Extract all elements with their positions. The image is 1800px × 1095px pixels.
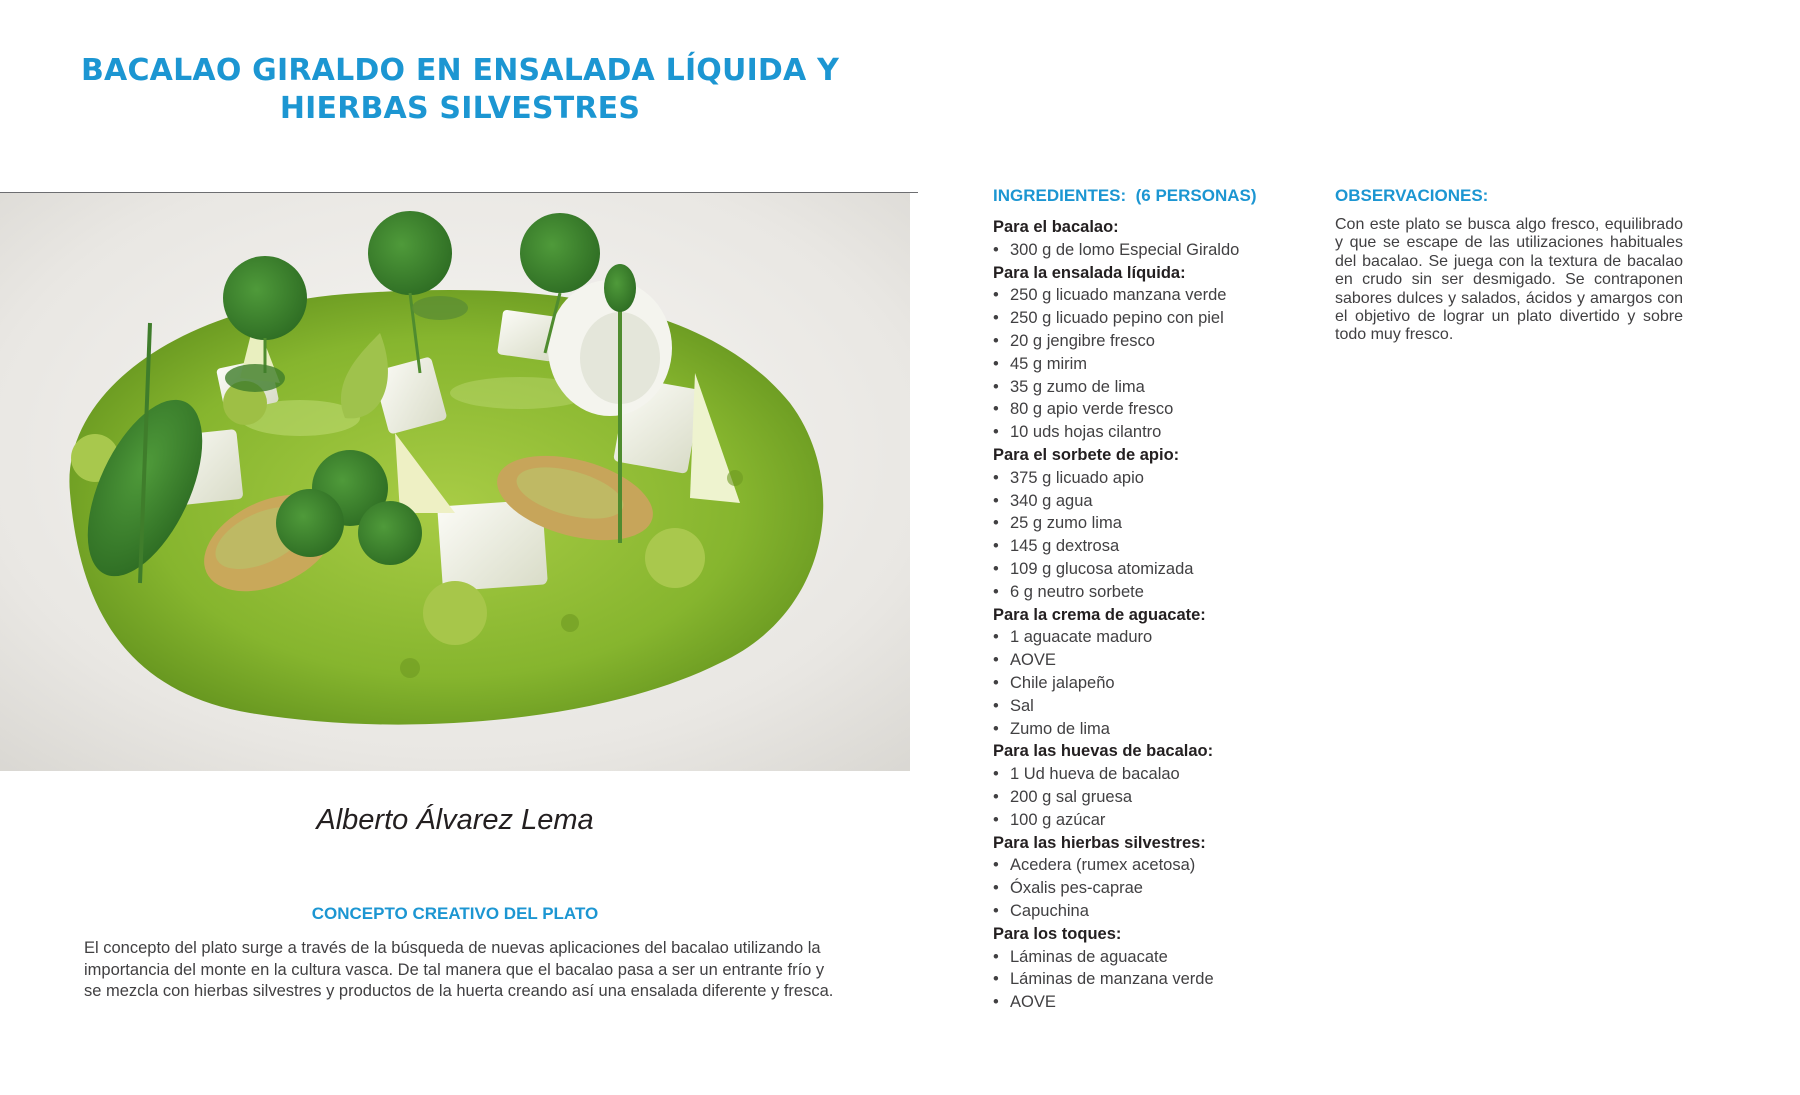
ingredients-list [993,216,1333,1014]
ingredient-item [993,809,1333,832]
ingredient-item [993,786,1333,809]
ingredient-item [993,695,1333,718]
ingredient-text: Chile jalapeño [1010,673,1115,692]
bullet-icon: • [993,901,999,920]
bullet-icon: • [993,970,999,989]
bullet-icon: • [993,696,999,715]
ingredient-text: 250 g licuado pepino con piel [1010,309,1224,328]
ingredient-text: 25 g zumo lima [1010,514,1122,533]
bullet-icon: • [993,582,999,601]
recipe-title-line-2: HIERBAS SILVESTRES [279,91,641,126]
bullet-icon: • [993,856,999,875]
bullet-icon: • [993,309,999,328]
ingredient-text: 340 g agua [1010,491,1093,510]
ingredient-text: 1 aguacate maduro [1010,628,1153,647]
ingredient-text: 145 g dextrosa [1010,537,1120,556]
concept-heading: CONCEPTO CREATIVO DEL PLATO [311,904,599,923]
ingredient-item [993,946,1333,969]
ingredient-text: 45 g mirim [1010,354,1088,373]
ingredient-item [993,307,1333,330]
observations-text: Con este plato se busca algo fresco, equilibrado y que se escape de las utilizaciones habituales del bacalao. Se juega con la textura de bacalao en crudo sin ser desmigado. Se contraponen sabores dulces y salados, ácidos y amargos con el objetivo de lograr un plato divertido y sobre todo muy fresco. [1335,216,1683,344]
ingredient-item [993,672,1333,695]
bullet-icon: • [993,514,999,533]
ingredient-text: 300 g de lomo Especial Giraldo [1010,240,1240,259]
bullet-icon: • [993,787,999,806]
ingredient-section-title: Para la ensalada líquida: [993,263,1186,282]
ingredient-text: AOVE [1010,651,1056,670]
ingredient-item [993,421,1333,444]
bullet-icon: • [993,651,999,670]
ingredient-text: 6 g neutro sorbete [1010,582,1144,601]
bullet-icon: • [993,468,999,487]
observations-column [1335,186,1683,345]
ingredient-section-title: Para las huevas de bacalao: [993,742,1214,761]
ingredient-text: 109 g glucosa atomizada [1010,559,1194,578]
bullet-icon: • [993,719,999,738]
ingredient-text: 1 Ud hueva de bacalao [1010,765,1180,784]
bullet-icon: • [993,400,999,419]
ingredient-section-title: Para el bacalao: [993,218,1119,236]
ingredient-item [993,353,1333,376]
ingredient-text: AOVE [1010,993,1056,1012]
ingredient-item [993,467,1333,490]
ingredient-text: Acedera (rumex acetosa) [1010,856,1196,875]
ingredient-text: Láminas de manzana verde [1010,970,1214,989]
bullet-icon: • [993,377,999,396]
bullet-icon: • [993,286,999,305]
ingredient-item [993,376,1333,399]
ingredient-text: Zumo de lima [1010,719,1110,738]
ingredient-text: 100 g azúcar [1010,810,1106,829]
ingredient-text: 20 g jengibre fresco [1010,331,1155,350]
bullet-icon: • [993,879,999,898]
bullet-icon: • [993,673,999,692]
bullet-icon: • [993,559,999,578]
ingredient-text: Capuchina [1010,901,1089,920]
ingredient-item [993,581,1333,604]
ingredient-text: Láminas de aguacate [1010,947,1168,966]
ingredients-column [993,186,1333,1014]
ingredient-text: 80 g apio verde fresco [1010,400,1174,419]
ingredient-item [993,991,1333,1014]
ingredient-section-title: Para el sorbete de apio: [993,445,1180,464]
ingredient-item [993,398,1333,421]
observations-heading: OBSERVACIONES: [1335,186,1489,205]
ingredient-text: 250 g licuado manzana verde [1010,286,1227,305]
bullet-icon: • [993,810,999,829]
ingredient-section-title: Para los toques: [993,924,1122,943]
bullet-icon: • [993,354,999,373]
ingredient-text: Óxalis pes-caprae [1010,879,1143,898]
ingredient-section-title: Para la crema de aguacate: [993,605,1206,624]
ingredient-item [993,718,1333,741]
chef-name: Alberto Álvarez Lema [316,804,594,836]
bullet-icon: • [993,628,999,647]
bullet-icon: • [993,537,999,556]
dish-photo [0,193,910,771]
bullet-icon: • [993,423,999,442]
ingredient-item [993,877,1333,900]
ingredient-item [993,535,1333,558]
ingredient-item [993,649,1333,672]
ingredient-section-title: Para las hierbas silvestres: [993,833,1206,852]
bullet-icon: • [993,765,999,784]
ingredient-item [993,968,1333,991]
ingredients-heading: INGREDIENTES: (6 PERSONAS) [993,186,1257,205]
ingredient-text: 35 g zumo de lima [1010,377,1145,396]
ingredient-item [993,512,1333,535]
ingredient-item [993,330,1333,353]
ingredient-text: 375 g licuado apio [1010,468,1144,487]
ingredient-text: 200 g sal gruesa [1010,787,1133,806]
recipe-title [60,52,860,128]
concept-text: El concepto del plato surge a través de la búsqueda de nuevas aplicaciones del bacalao utilizando la importancia del monte en la cultura vasca. De tal manera que el bacalao pasa a ser un entrante frío y se mezcla con hierbas silvestres y productos de la huerta creando así una ensalada diferente y fresca. [84,939,834,1000]
ingredient-item [993,490,1333,513]
ingredient-item [993,558,1333,581]
bullet-icon: • [993,240,999,259]
ingredient-text: 10 uds hojas cilantro [1010,423,1162,442]
ingredient-item [993,626,1333,649]
bullet-icon: • [993,947,999,966]
bullet-icon: • [993,993,999,1012]
bullet-icon: • [993,491,999,510]
ingredient-text: Sal [1010,696,1034,715]
recipe-title-line-1: BACALAO GIRALDO EN ENSALADA LÍQUIDA Y [80,53,840,88]
ingredient-item [993,284,1333,307]
ingredient-item [993,763,1333,786]
bullet-icon: • [993,331,999,350]
ingredient-item [993,239,1333,262]
ingredient-item [993,854,1333,877]
ingredient-item [993,900,1333,923]
